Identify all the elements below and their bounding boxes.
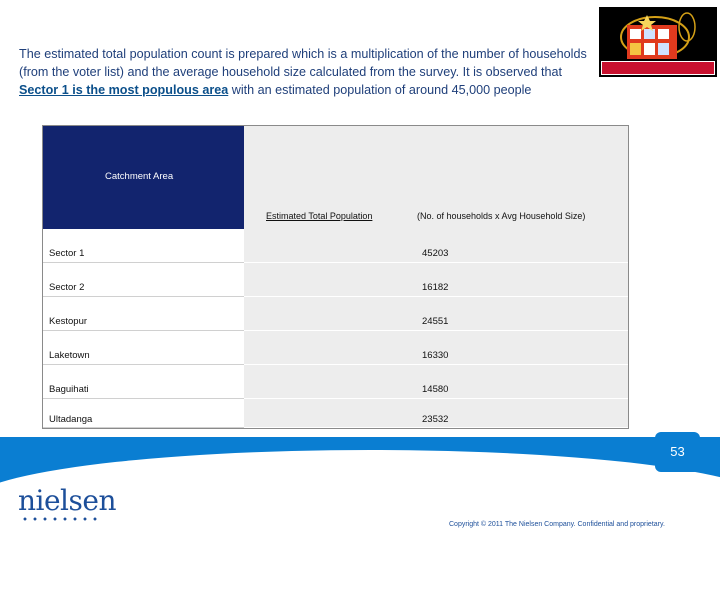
table-row — [43, 229, 628, 263]
area-cell — [43, 263, 244, 297]
table-row — [43, 331, 628, 365]
population-value: 45203 — [422, 248, 449, 259]
area-cell — [43, 365, 244, 399]
area-name: Sector 2 — [49, 282, 85, 293]
estimate-header-cell — [244, 126, 628, 229]
area-cell — [43, 297, 244, 331]
area-cell — [43, 399, 244, 428]
logo-graphic-icon — [599, 7, 717, 63]
population-table — [42, 125, 629, 429]
population-value: 16330 — [422, 350, 449, 361]
population-value: 14580 — [422, 384, 449, 395]
table-row — [43, 399, 628, 428]
intro-text-end: with an estimated population of around 45,000 people — [228, 83, 532, 97]
area-name: Kestopur — [49, 316, 88, 327]
value-cell — [244, 331, 628, 365]
area-name: Laketown — [49, 350, 90, 361]
formula-header: (No. of households x Avg Household Size) — [417, 211, 586, 221]
population-value: 23532 — [422, 414, 449, 425]
value-cell — [244, 365, 628, 399]
table-row — [43, 365, 628, 399]
value-cell — [244, 399, 628, 428]
population-value: 16182 — [422, 282, 449, 293]
nielsen-dots-icon — [20, 517, 102, 521]
area-name: Ultadanga — [49, 414, 93, 425]
area-name: Baguihati — [49, 384, 89, 395]
table-row — [43, 297, 628, 331]
catchment-header-cell — [43, 126, 244, 229]
copyright-notice: Copyright © 2011 The Nielsen Company. Confidential and proprietary. — [449, 521, 665, 528]
nielsen-logo: nielsen — [18, 484, 116, 517]
page-number: 53 — [655, 432, 700, 472]
area-name: Sector 1 — [49, 248, 85, 259]
intro-text-start: The estimated total population count is prepared which is a multiplication of the number of households (from the voter list) and the average household size calculated from the survey. It is observed that — [19, 47, 587, 79]
area-cell — [43, 331, 244, 365]
value-cell — [244, 229, 628, 263]
catchment-area-header: Catchment Area — [105, 171, 174, 182]
intro-paragraph — [19, 45, 589, 99]
table-row — [43, 263, 628, 297]
population-value: 24551 — [422, 316, 449, 327]
estimated-population-header: Estimated Total Population — [266, 211, 373, 221]
intro-highlight: Sector 1 is the most populous area — [19, 83, 229, 97]
logo-banner — [601, 61, 715, 75]
value-cell — [244, 263, 628, 297]
value-cell — [244, 297, 628, 331]
amp-universal-logo — [599, 7, 717, 77]
area-cell — [43, 229, 244, 263]
